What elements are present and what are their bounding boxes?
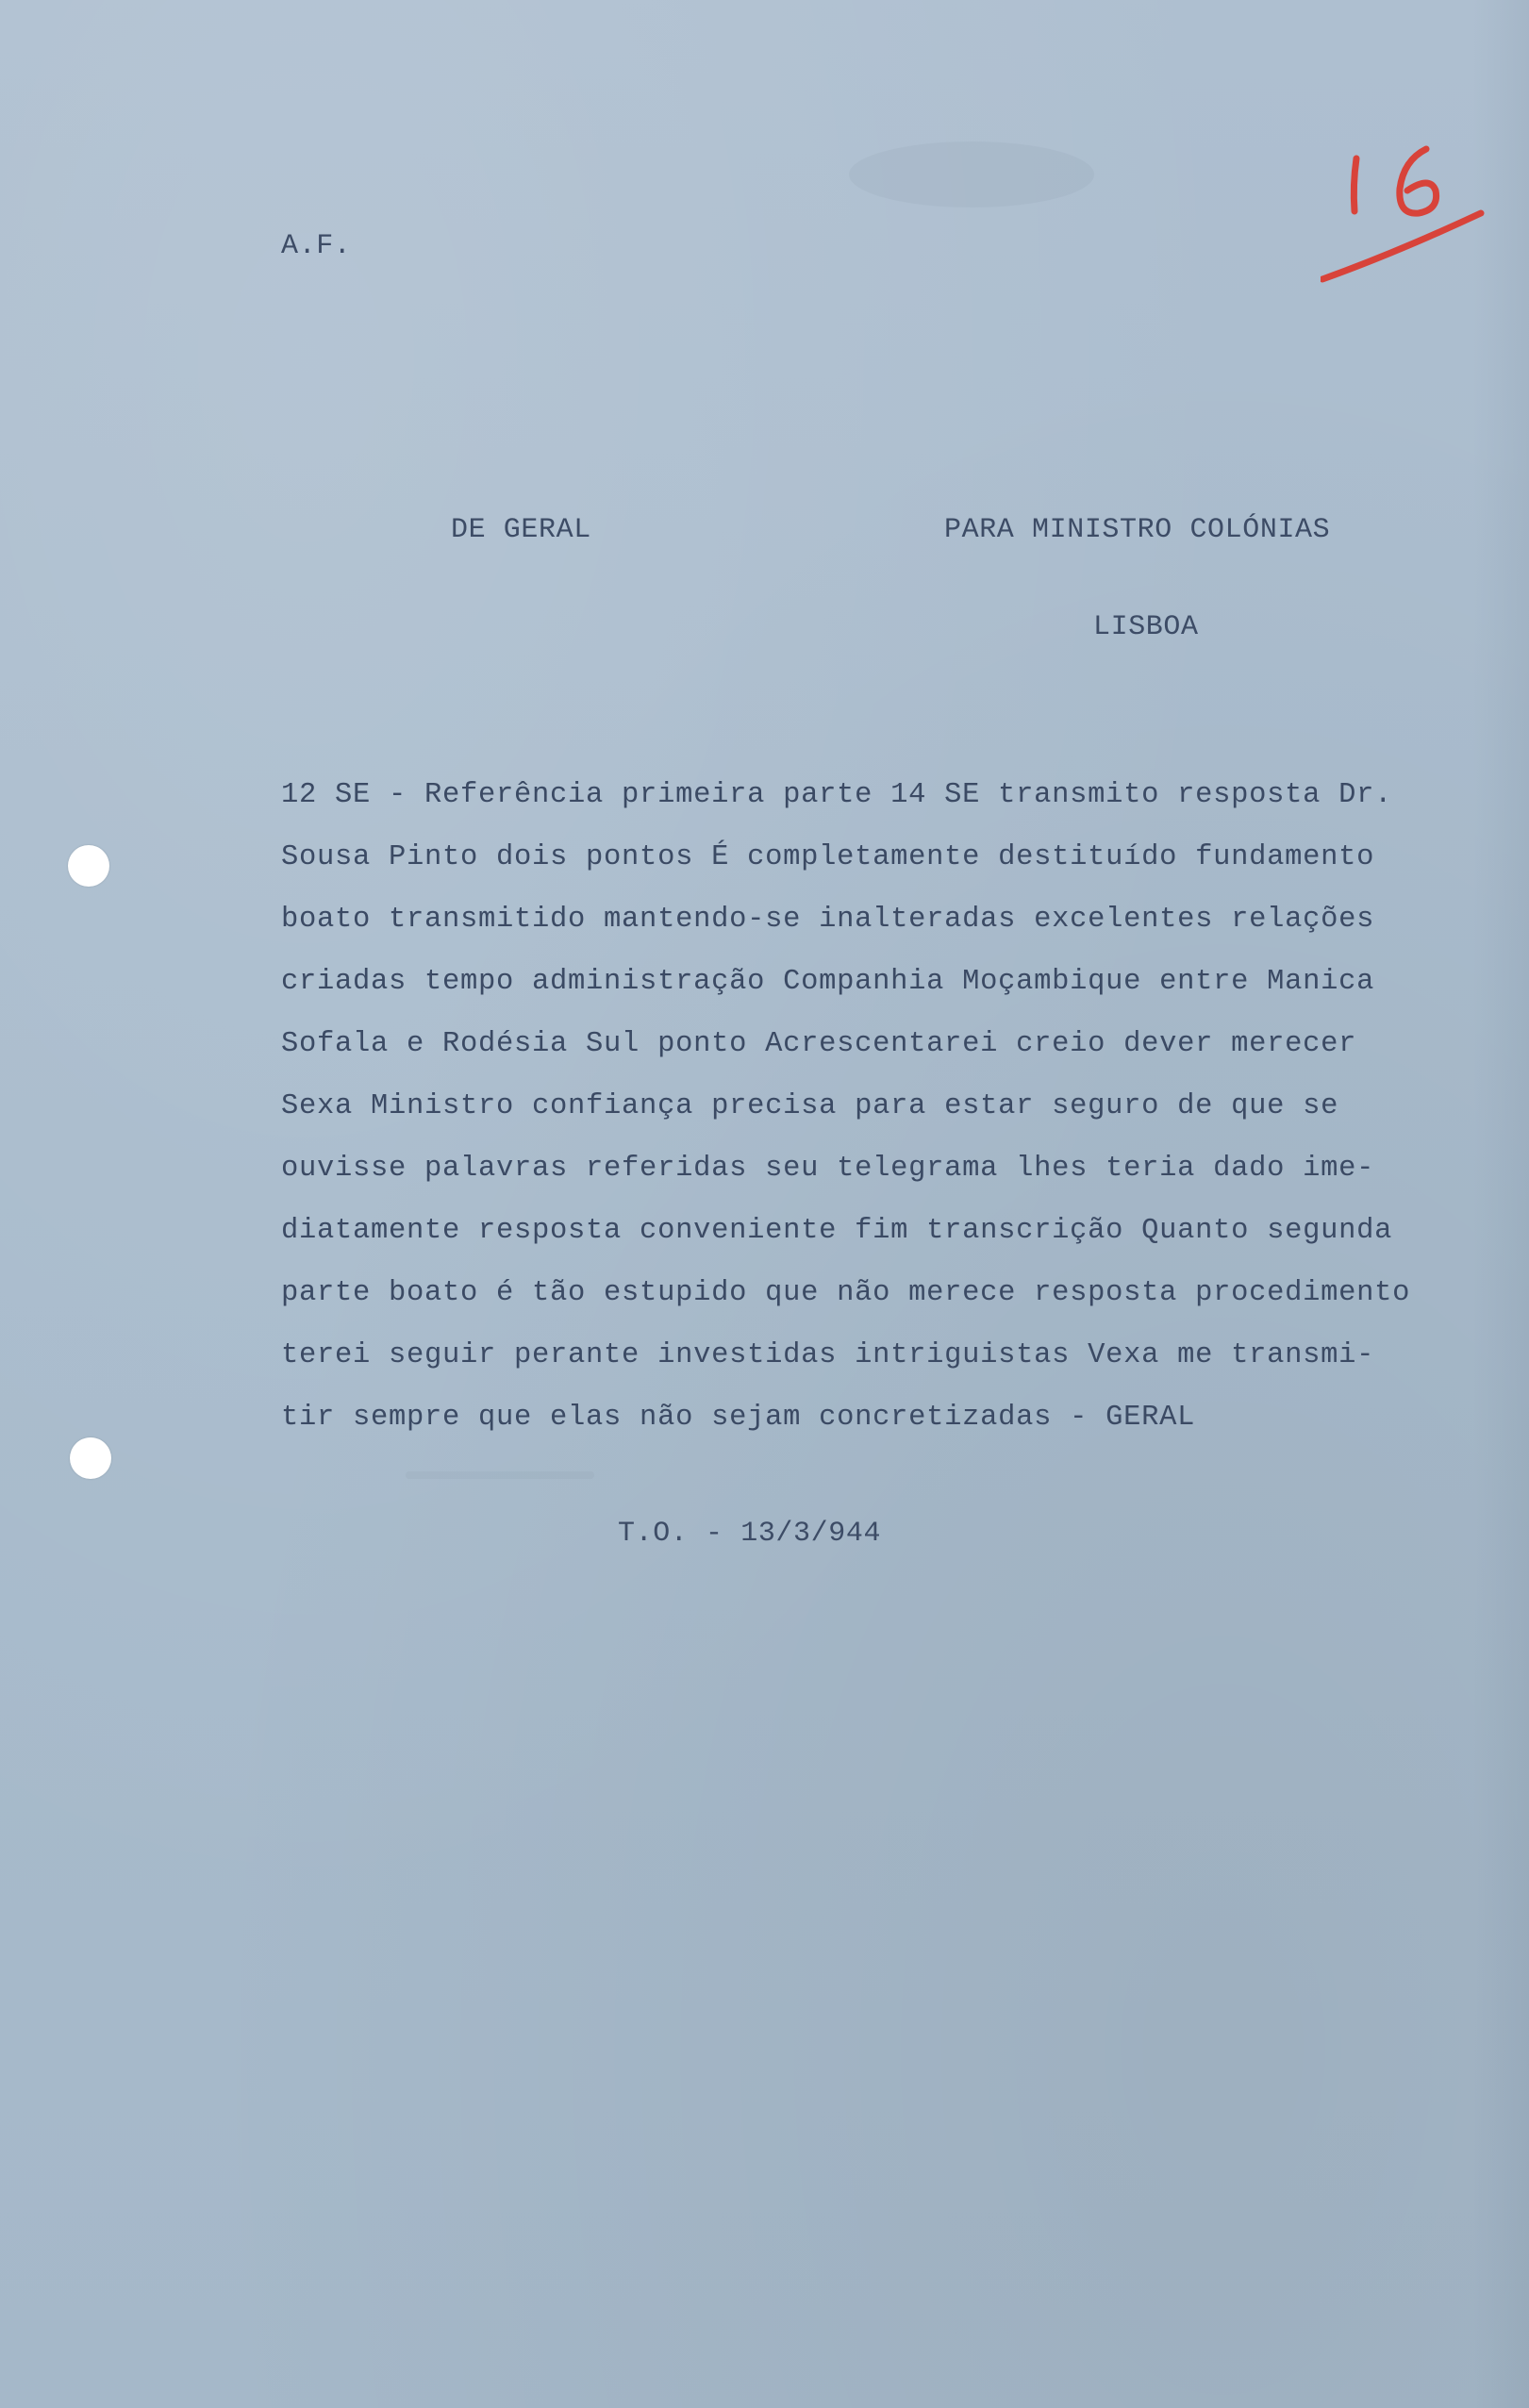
punch-hole bbox=[68, 845, 109, 887]
date-line: T.O. - 13/3/944 bbox=[618, 1518, 882, 1550]
body-line: boato transmitido mantendo-se inalteradas excelentes relações bbox=[281, 904, 1375, 936]
body-line: Sousa Pinto dois pontos É completamente destituído fundamento bbox=[281, 841, 1375, 873]
sender-line: DE GERAL bbox=[451, 514, 591, 546]
body-line: tir sempre que elas não sejam concretizadas - GERAL bbox=[281, 1402, 1196, 1434]
body-line: Sofala e Rodésia Sul ponto Acrescentarei creio dever merecer bbox=[281, 1028, 1357, 1060]
body-line: criadas tempo administração Companhia Moçambique entre Manica bbox=[281, 966, 1375, 998]
page-number-digit-one bbox=[1354, 158, 1356, 211]
body-line: 12 SE - Referência primeira parte 14 SE transmito resposta Dr. bbox=[281, 779, 1393, 811]
page-number-underline bbox=[1322, 213, 1481, 279]
paper-smudge bbox=[406, 1471, 594, 1479]
body-line: parte boato é tão estupido que não merece resposta procedimento bbox=[281, 1277, 1411, 1309]
body-line: terei seguir perante investidas intriguistas Vexa me transmi- bbox=[281, 1339, 1375, 1371]
body-line: ouvisse palavras referidas seu telegrama lhes teria dado ime- bbox=[281, 1153, 1375, 1185]
page-number-handwritten bbox=[1321, 140, 1509, 291]
punch-hole bbox=[70, 1437, 111, 1479]
page-number-digit-six bbox=[1400, 149, 1437, 213]
body-line: diatamente resposta conveniente fim transcrição Quanto segunda bbox=[281, 1215, 1393, 1247]
header-mark: A.F. bbox=[281, 230, 352, 262]
destination-city: LISBOA bbox=[1093, 611, 1199, 643]
paper-smudge bbox=[849, 141, 1094, 208]
telegram-body bbox=[281, 764, 1488, 1449]
body-line: Sexa Ministro confiança precisa para estar seguro de que se bbox=[281, 1090, 1339, 1122]
recipient-line: PARA MINISTRO COLÓNIAS bbox=[944, 514, 1331, 546]
